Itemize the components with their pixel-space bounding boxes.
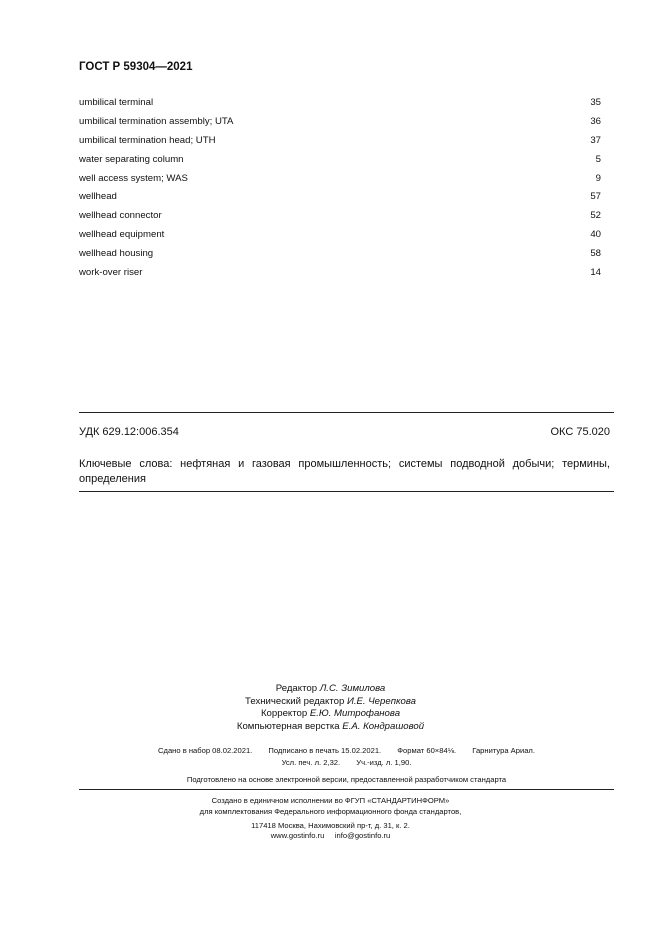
index-term: umbilical termination assembly; UTA [79,115,234,127]
index-row [79,265,601,284]
index-page: 37 [590,134,601,146]
index-list [79,95,601,284]
index-row [79,95,601,114]
pub-sheets: Уч.-изд. л. 1,90. [356,758,412,767]
index-term: water separating column [79,153,184,165]
udk-code: УДК 629.12:006.354 [79,426,179,438]
credit-name: И.Е. Черепкова [346,695,416,707]
index-row [79,152,601,171]
fund-line: для комплектования Федерального информационного фонда стандартов, [199,807,462,816]
index-page: 35 [590,97,601,108]
classification-row [79,426,610,438]
index-row [79,171,601,190]
index-row [79,114,601,133]
credit-name: Е.А. Кондрашовой [342,720,425,732]
index-term: well access system; WAS [79,172,188,184]
credit-name: Е.Ю. Митрофанова [309,708,401,720]
index-row [79,208,601,227]
credits [0,683,661,733]
index-term: work-over riser [79,267,143,279]
index-term: wellhead [79,191,117,203]
index-page: 40 [590,229,601,241]
index-term: wellhead housing [79,248,154,260]
index-page: 58 [590,248,601,260]
index-page: 5 [595,153,601,165]
index-row [79,246,601,265]
credit-name: Л.С. Зимилова [319,683,386,694]
index-term: umbilical terminal [79,97,154,108]
index-row [79,227,601,246]
credit-corrector [0,708,661,721]
index-term: wellhead equipment [79,229,165,241]
divider-top [79,412,614,413]
divider-keywords [79,491,614,492]
index-page: 52 [590,210,601,222]
index-row [79,133,601,152]
index-row [79,189,601,208]
keywords: Ключевые слова: нефтяная и газовая промышленность; системы подводной добычи; термины, определения [79,458,610,485]
oks-code: ОКС 75.020 [550,426,610,438]
index-page: 57 [590,191,601,203]
standard-number: ГОСТ Р 59304—2021 [79,61,193,73]
typeface: Гарнитура Ариал. [472,746,535,755]
publisher-line: Создано в единичном исполнении во ФГУП «СТАНДАРТИНФОРМ» [211,796,450,805]
print-info-line2 [79,756,614,770]
credit-tech-editor [0,696,661,709]
index-page: 14 [590,267,601,279]
print-sheets: Усл. печ. л. 2,32. [281,758,341,767]
credit-role: Корректор [260,708,308,720]
credit-editor [0,683,661,696]
credit-role: Компьютерная верстка [236,720,340,732]
credit-role: Редактор [275,683,318,694]
website-link[interactable]: www.gostinfo.ru [270,831,325,840]
credit-role: Технический редактор [245,695,345,707]
index-page: 36 [590,115,601,127]
email-link[interactable]: info@gostinfo.ru [334,831,391,840]
index-term: umbilical termination head; UTH [79,134,216,146]
paper-format: Формат 60×84⅛. [397,746,457,755]
index-term: wellhead connector [79,210,162,222]
index-page: 9 [595,172,601,184]
divider-footer [79,789,614,790]
credit-layout [0,721,661,734]
submitted-date: Сдано в набор 08.02.2021. [158,746,253,755]
address-line: 117418 Москва, Нахимовский пр-т, д. 31, к. 2. [251,821,410,830]
signed-date: Подписано в печать 15.02.2021. [268,746,382,755]
prepared-note: Подготовлено на основе электронной версии, предоставленной разработчиком стандарта [186,775,507,784]
contact-line [0,830,661,842]
